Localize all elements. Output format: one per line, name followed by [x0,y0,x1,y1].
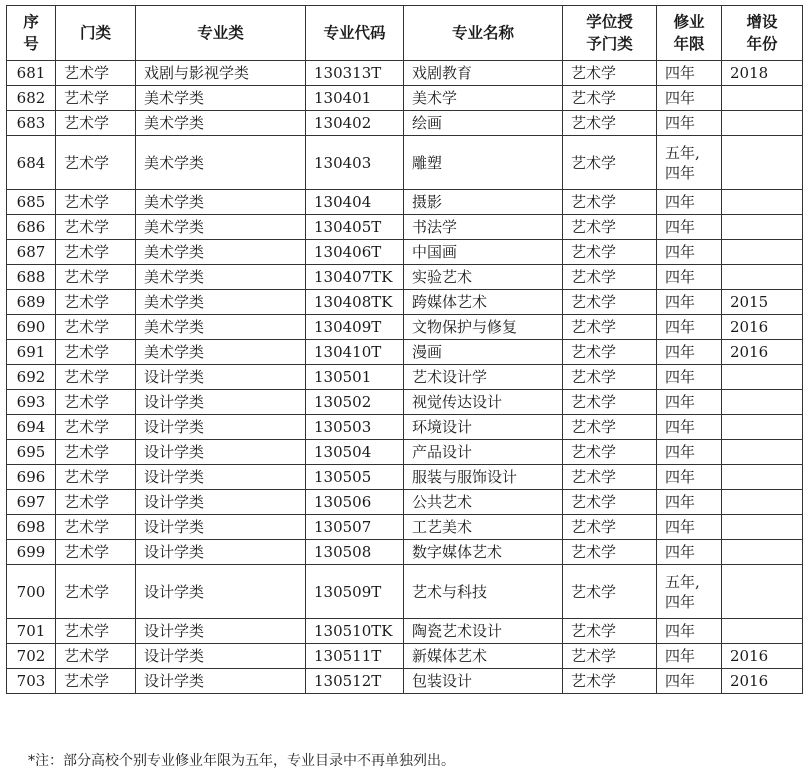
years-line: 四年 [665,592,696,611]
cell-years [657,465,722,490]
cell-degree: 艺术学 [563,340,657,365]
cell-added [722,565,803,619]
cell-name: 实验艺术 [404,265,563,290]
cell-years [657,644,722,669]
cell-code: 130512T [306,669,404,694]
cell-degree: 艺术学 [563,669,657,694]
years-line: 四年 [665,89,696,107]
table-row [7,290,803,315]
cell-no: 684 [7,136,56,190]
years-line: 四年 [665,268,696,286]
cell-code: 130405T [306,215,404,240]
table-row [7,619,803,644]
cell-name: 戏剧教育 [404,61,563,86]
table-row [7,315,803,340]
cell-no: 685 [7,190,56,215]
cell-class: 美术学类 [136,215,306,240]
cell-name: 中国画 [404,240,563,265]
cell-degree: 艺术学 [563,215,657,240]
cell-category: 艺术学 [56,644,136,669]
cell-name: 书法学 [404,215,563,240]
cell-no: 683 [7,111,56,136]
years-line: 四年 [665,218,696,236]
table-row [7,644,803,669]
cell-added: 2015 [722,290,803,315]
cell-no: 689 [7,290,56,315]
years-line: 四年 [665,493,696,511]
years-line: 四年 [665,343,696,361]
cell-years [657,290,722,315]
table-row [7,240,803,265]
cell-name: 视觉传达设计 [404,390,563,415]
cell-degree: 艺术学 [563,190,657,215]
cell-added [722,465,803,490]
header-line: 专业名称 [451,24,514,42]
cell-added [722,136,803,190]
cell-years [657,515,722,540]
cell-category: 艺术学 [56,669,136,694]
table-row [7,669,803,694]
cell-added [722,390,803,415]
years-line: 四年 [665,418,696,436]
cell-years [657,190,722,215]
header-line: 年份 [746,35,778,53]
cell-degree: 艺术学 [563,619,657,644]
cell-no: 688 [7,265,56,290]
table-row [7,111,803,136]
cell-class: 美术学类 [136,265,306,290]
cell-category: 艺术学 [56,415,136,440]
cell-degree: 艺术学 [563,61,657,86]
cell-class: 设计学类 [136,619,306,644]
cell-no: 686 [7,215,56,240]
header-category [56,6,136,61]
cell-added [722,540,803,565]
cell-class: 设计学类 [136,669,306,694]
cell-name: 服装与服饰设计 [404,465,563,490]
table-row [7,490,803,515]
years-line: 四年 [665,622,696,640]
cell-added [722,190,803,215]
cell-category: 艺术学 [56,540,136,565]
header-degree [563,6,657,61]
cell-class: 设计学类 [136,565,306,619]
cell-name: 工艺美术 [404,515,563,540]
cell-code: 130409T [306,315,404,340]
cell-added [722,111,803,136]
table-row [7,440,803,465]
table-row [7,61,803,86]
cell-degree: 艺术学 [563,490,657,515]
cell-name: 公共艺术 [404,490,563,515]
cell-class: 美术学类 [136,86,306,111]
cell-years [657,669,722,694]
cell-code: 130407TK [306,265,404,290]
cell-name: 包装设计 [404,669,563,694]
cell-name: 陶瓷艺术设计 [404,619,563,644]
cell-category: 艺术学 [56,490,136,515]
table-row [7,365,803,390]
cell-category: 艺术学 [56,265,136,290]
cell-code: 130507 [306,515,404,540]
cell-code: 130505 [306,465,404,490]
table-row [7,86,803,111]
cell-class: 设计学类 [136,644,306,669]
cell-category: 艺术学 [56,190,136,215]
cell-degree: 艺术学 [563,540,657,565]
cell-name: 漫画 [404,340,563,365]
cell-degree: 艺术学 [563,111,657,136]
cell-no: 703 [7,669,56,694]
majors-table [6,5,803,694]
cell-code: 130408TK [306,290,404,315]
cell-years [657,136,722,190]
years-line: 四年 [665,293,696,311]
years-line: 五年, [665,143,700,162]
header-name [404,6,563,61]
cell-code: 130503 [306,415,404,440]
cell-years [657,265,722,290]
cell-code: 130410T [306,340,404,365]
cell-added [722,215,803,240]
cell-degree: 艺术学 [563,240,657,265]
cell-category: 艺术学 [56,315,136,340]
table-row [7,190,803,215]
header-line: 号 [23,35,39,53]
header-class [136,6,306,61]
cell-added [722,490,803,515]
cell-name: 环境设计 [404,415,563,440]
cell-added [722,240,803,265]
cell-degree: 艺术学 [563,86,657,111]
cell-category: 艺术学 [56,111,136,136]
cell-no: 693 [7,390,56,415]
cell-category: 艺术学 [56,86,136,111]
cell-degree: 艺术学 [563,265,657,290]
cell-added: 2016 [722,644,803,669]
cell-category: 艺术学 [56,215,136,240]
table-body [7,61,803,694]
years-line: 四年 [665,163,696,182]
cell-name: 新媒体艺术 [404,644,563,669]
cell-class: 美术学类 [136,240,306,265]
cell-added [722,415,803,440]
table-row [7,215,803,240]
cell-name: 艺术与科技 [404,565,563,619]
years-line: 五年, [665,572,700,591]
cell-class: 设计学类 [136,390,306,415]
cell-code: 130403 [306,136,404,190]
cell-category: 艺术学 [56,340,136,365]
cell-added [722,515,803,540]
cell-name: 数字媒体艺术 [404,540,563,565]
cell-years [657,490,722,515]
cell-no: 692 [7,365,56,390]
cell-name: 雕塑 [404,136,563,190]
years-line: 四年 [665,193,696,211]
cell-code: 130401 [306,86,404,111]
header-line: 专业类 [197,24,244,42]
cell-degree: 艺术学 [563,365,657,390]
cell-class: 设计学类 [136,440,306,465]
cell-degree: 艺术学 [563,644,657,669]
cell-no: 695 [7,440,56,465]
cell-degree: 艺术学 [563,136,657,190]
cell-class: 美术学类 [136,340,306,365]
cell-no: 702 [7,644,56,669]
footnote: *注：部分高校个别专业修业年限为五年，专业目录中不再单独列出。 [28,753,455,769]
years-line: 四年 [665,368,696,386]
years-line: 四年 [665,672,696,690]
header-line: 予门类 [586,35,633,53]
cell-class: 设计学类 [136,465,306,490]
cell-degree: 艺术学 [563,465,657,490]
cell-degree: 艺术学 [563,565,657,619]
cell-added: 2016 [722,669,803,694]
cell-years [657,440,722,465]
cell-degree: 艺术学 [563,415,657,440]
years-line: 四年 [665,393,696,411]
cell-years [657,365,722,390]
cell-degree: 艺术学 [563,440,657,465]
cell-added: 2016 [722,340,803,365]
cell-category: 艺术学 [56,61,136,86]
years-line: 四年 [665,443,696,461]
cell-years [657,565,722,619]
cell-category: 艺术学 [56,240,136,265]
cell-category: 艺术学 [56,515,136,540]
cell-added [722,365,803,390]
cell-years [657,86,722,111]
cell-no: 687 [7,240,56,265]
cell-no: 698 [7,515,56,540]
cell-code: 130313T [306,61,404,86]
table-row [7,265,803,290]
cell-class: 设计学类 [136,415,306,440]
cell-added [722,265,803,290]
cell-category: 艺术学 [56,290,136,315]
cell-class: 设计学类 [136,365,306,390]
table-row [7,415,803,440]
cell-no: 701 [7,619,56,644]
cell-no: 690 [7,315,56,340]
header-line: 修业 [673,13,705,31]
years-line: 四年 [665,543,696,561]
cell-years [657,240,722,265]
cell-code: 130406T [306,240,404,265]
cell-code: 130504 [306,440,404,465]
cell-years [657,415,722,440]
cell-category: 艺术学 [56,565,136,619]
cell-no: 699 [7,540,56,565]
years-line: 四年 [665,318,696,336]
table-row [7,136,803,190]
cell-code: 130501 [306,365,404,390]
cell-added [722,440,803,465]
cell-class: 美术学类 [136,190,306,215]
cell-category: 艺术学 [56,465,136,490]
years-line: 四年 [665,647,696,665]
table-header-row [7,6,803,61]
cell-category: 艺术学 [56,136,136,190]
header-line: 学位授 [586,13,633,31]
cell-name: 艺术设计学 [404,365,563,390]
cell-no: 694 [7,415,56,440]
cell-years [657,390,722,415]
cell-code: 130510TK [306,619,404,644]
cell-added [722,619,803,644]
cell-code: 130506 [306,490,404,515]
cell-degree: 艺术学 [563,390,657,415]
cell-category: 艺术学 [56,440,136,465]
cell-class: 设计学类 [136,490,306,515]
cell-class: 戏剧与影视学类 [136,61,306,86]
table-row [7,515,803,540]
years-line: 四年 [665,468,696,486]
cell-years [657,540,722,565]
cell-name: 文物保护与修复 [404,315,563,340]
cell-code: 130509T [306,565,404,619]
header-code [306,6,404,61]
cell-years [657,111,722,136]
years-line: 四年 [665,243,696,261]
cell-years [657,340,722,365]
header-line: 增设 [746,13,778,31]
cell-name: 跨媒体艺术 [404,290,563,315]
header-no [7,6,56,61]
cell-degree: 艺术学 [563,315,657,340]
years-line: 四年 [665,518,696,536]
cell-code: 130404 [306,190,404,215]
table-row [7,465,803,490]
table-row [7,540,803,565]
cell-name: 摄影 [404,190,563,215]
cell-no: 696 [7,465,56,490]
cell-no: 691 [7,340,56,365]
cell-code: 130502 [306,390,404,415]
cell-years [657,619,722,644]
cell-code: 130511T [306,644,404,669]
cell-no: 682 [7,86,56,111]
header-line: 门类 [79,24,111,42]
header-line: 专业代码 [323,24,386,42]
cell-class: 美术学类 [136,290,306,315]
table-row [7,565,803,619]
cell-years [657,315,722,340]
cell-class: 美术学类 [136,111,306,136]
cell-class: 美术学类 [136,315,306,340]
cell-no: 700 [7,565,56,619]
table-row [7,340,803,365]
header-line: 年限 [673,35,705,53]
header-added [722,6,803,61]
cell-no: 681 [7,61,56,86]
header-line: 序 [23,13,39,31]
header-years [657,6,722,61]
cell-name: 产品设计 [404,440,563,465]
cell-years [657,215,722,240]
cell-added: 2016 [722,315,803,340]
cell-added: 2018 [722,61,803,86]
years-line: 四年 [665,114,696,132]
cell-added [722,86,803,111]
table-row [7,390,803,415]
cell-degree: 艺术学 [563,515,657,540]
cell-class: 设计学类 [136,515,306,540]
years-line: 四年 [665,64,696,82]
cell-class: 设计学类 [136,540,306,565]
cell-years [657,61,722,86]
cell-category: 艺术学 [56,619,136,644]
cell-no: 697 [7,490,56,515]
cell-code: 130402 [306,111,404,136]
cell-degree: 艺术学 [563,290,657,315]
cell-name: 绘画 [404,111,563,136]
cell-class: 美术学类 [136,136,306,190]
cell-name: 美术学 [404,86,563,111]
cell-category: 艺术学 [56,365,136,390]
cell-code: 130508 [306,540,404,565]
cell-category: 艺术学 [56,390,136,415]
